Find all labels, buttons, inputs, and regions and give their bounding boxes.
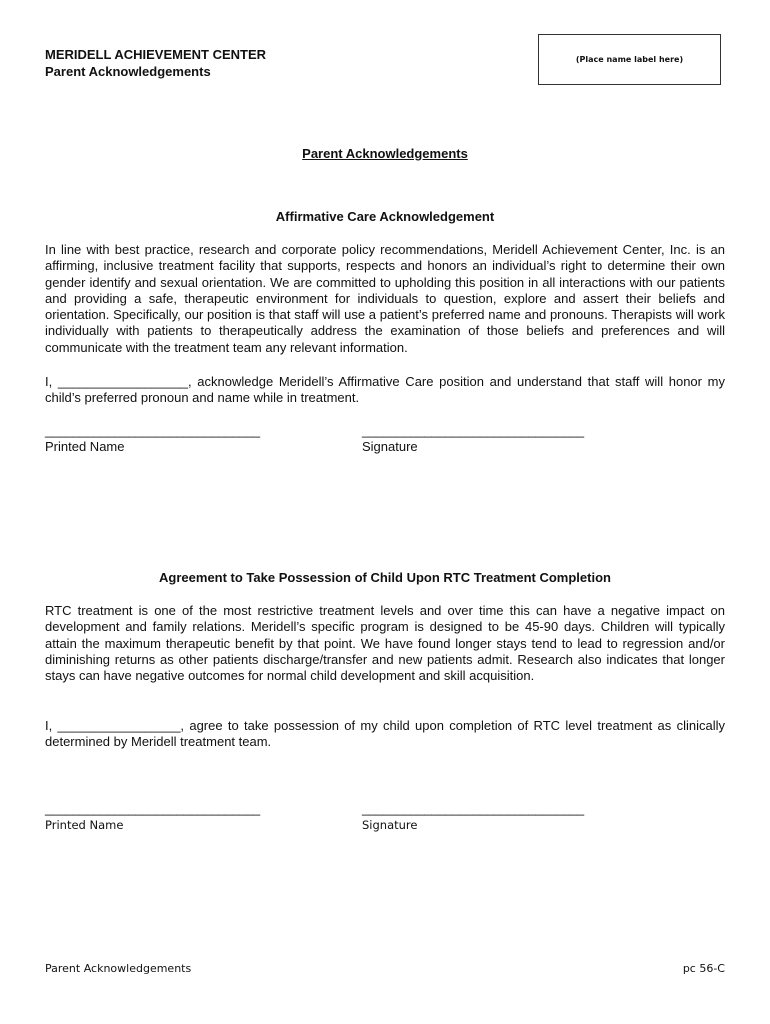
affirmative-heading: Affirmative Care Acknowledgement — [275, 209, 495, 224]
signature-label: Signature — [362, 818, 418, 832]
org-name: MERIDELL ACHIEVEMENT CENTER — [45, 47, 267, 62]
printed-name-line[interactable]: _______________________________ — [45, 423, 260, 438]
signature-line[interactable]: ________________________________ — [362, 801, 584, 816]
possession-heading: Agreement to Take Possession of Child Upon RTC Treatment Completion — [159, 570, 611, 585]
footer-title: Parent Acknowledgements — [45, 962, 192, 975]
affirmative-paragraph: In line with best practice, research and corporate policy recommendations, Meridell Achievement Center, Inc. is an affirming, inclusive treatment facility that supports, respects and honors an individual’s right to determine their own gender identify and sexual orientation. We are committed to upholding this position in all interactions with our patients and providing a safe, therapeutic environment for individuals to question, explore and assert their beliefs and orientation. Specifically, our position is that staff will use a patient’s preferred name and pronouns. Therapists will work individually with patients to therapeutically address the examination of those beliefs and preferences and will communicate with the treatment team any relevant information. — [45, 242, 725, 355]
affirmative-acknowledgement: I, __________________, acknowledge Meridell’s Affirmative Care position and understand that staff will honor my child’s preferred pronoun and name while in treatment. — [45, 374, 725, 406]
doc-header-title: Parent Acknowledgements — [45, 64, 211, 79]
footer-page-code: pc 56-C — [682, 962, 725, 975]
printed-name-label: Printed Name — [45, 818, 124, 832]
signature-label: Signature — [362, 439, 418, 454]
page-title: Parent Acknowledgements — [302, 146, 468, 161]
printed-name-line[interactable]: _______________________________ — [45, 801, 260, 816]
possession-agreement: I, _________________, agree to take possession of my child upon completion of RTC level treatment as clinically determined by Meridell treatment team. — [45, 718, 725, 750]
name-label-box — [538, 34, 721, 85]
printed-name-label: Printed Name — [45, 439, 125, 454]
signature-line[interactable]: ________________________________ — [362, 423, 584, 438]
possession-paragraph: RTC treatment is one of the most restrictive treatment levels and over time this can have a negative impact on development and family relations. Meridell’s specific program is designed to be 45-90 days. Children will typically attain the maximum therapeutic benefit by that point. We have found longer stays tend to lead to regression and/or diminishing returns as other patients discharge/transfer and new patients admit. Research also indicates that longer stays can have negative outcomes for normal child development and skill acquisition. — [45, 603, 725, 684]
name-label-placeholder: (Place name label here) — [575, 55, 684, 64]
